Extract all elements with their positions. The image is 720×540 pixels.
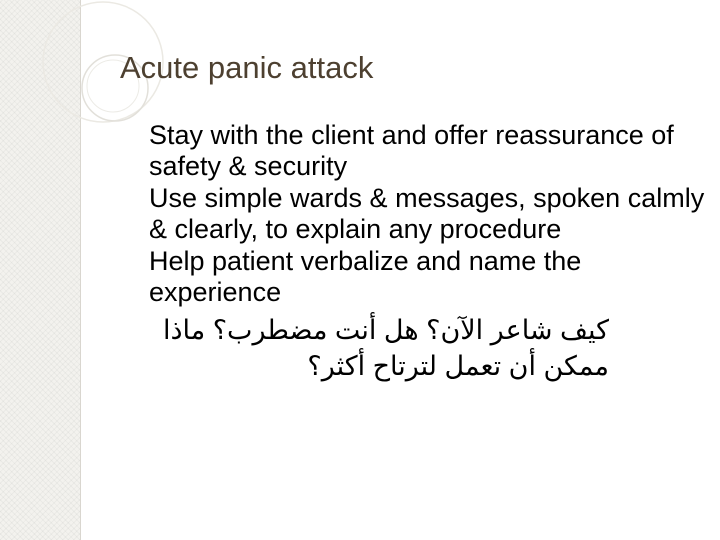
bullet-text: كيف شاعر الآن؟ هل أنت مضطرب؟ ماذا ممكن أن تعمل لترتاح أكثر؟ [163,315,609,381]
bullet-list [125,120,710,385]
bullet-item [125,246,710,308]
bullet-item [125,120,710,182]
bullet-item-arabic [149,312,609,384]
bullet-text: Help patient verbalize and name the experience [149,246,582,307]
bullet-item [125,183,710,245]
bullet-text: Stay with the client and offer reassurance of safety & security [149,120,674,181]
bullet-text: Use simple wards & messages, spoken calmly & clearly, to explain any procedure [149,183,705,244]
slide-title: Acute panic attack [120,50,374,85]
